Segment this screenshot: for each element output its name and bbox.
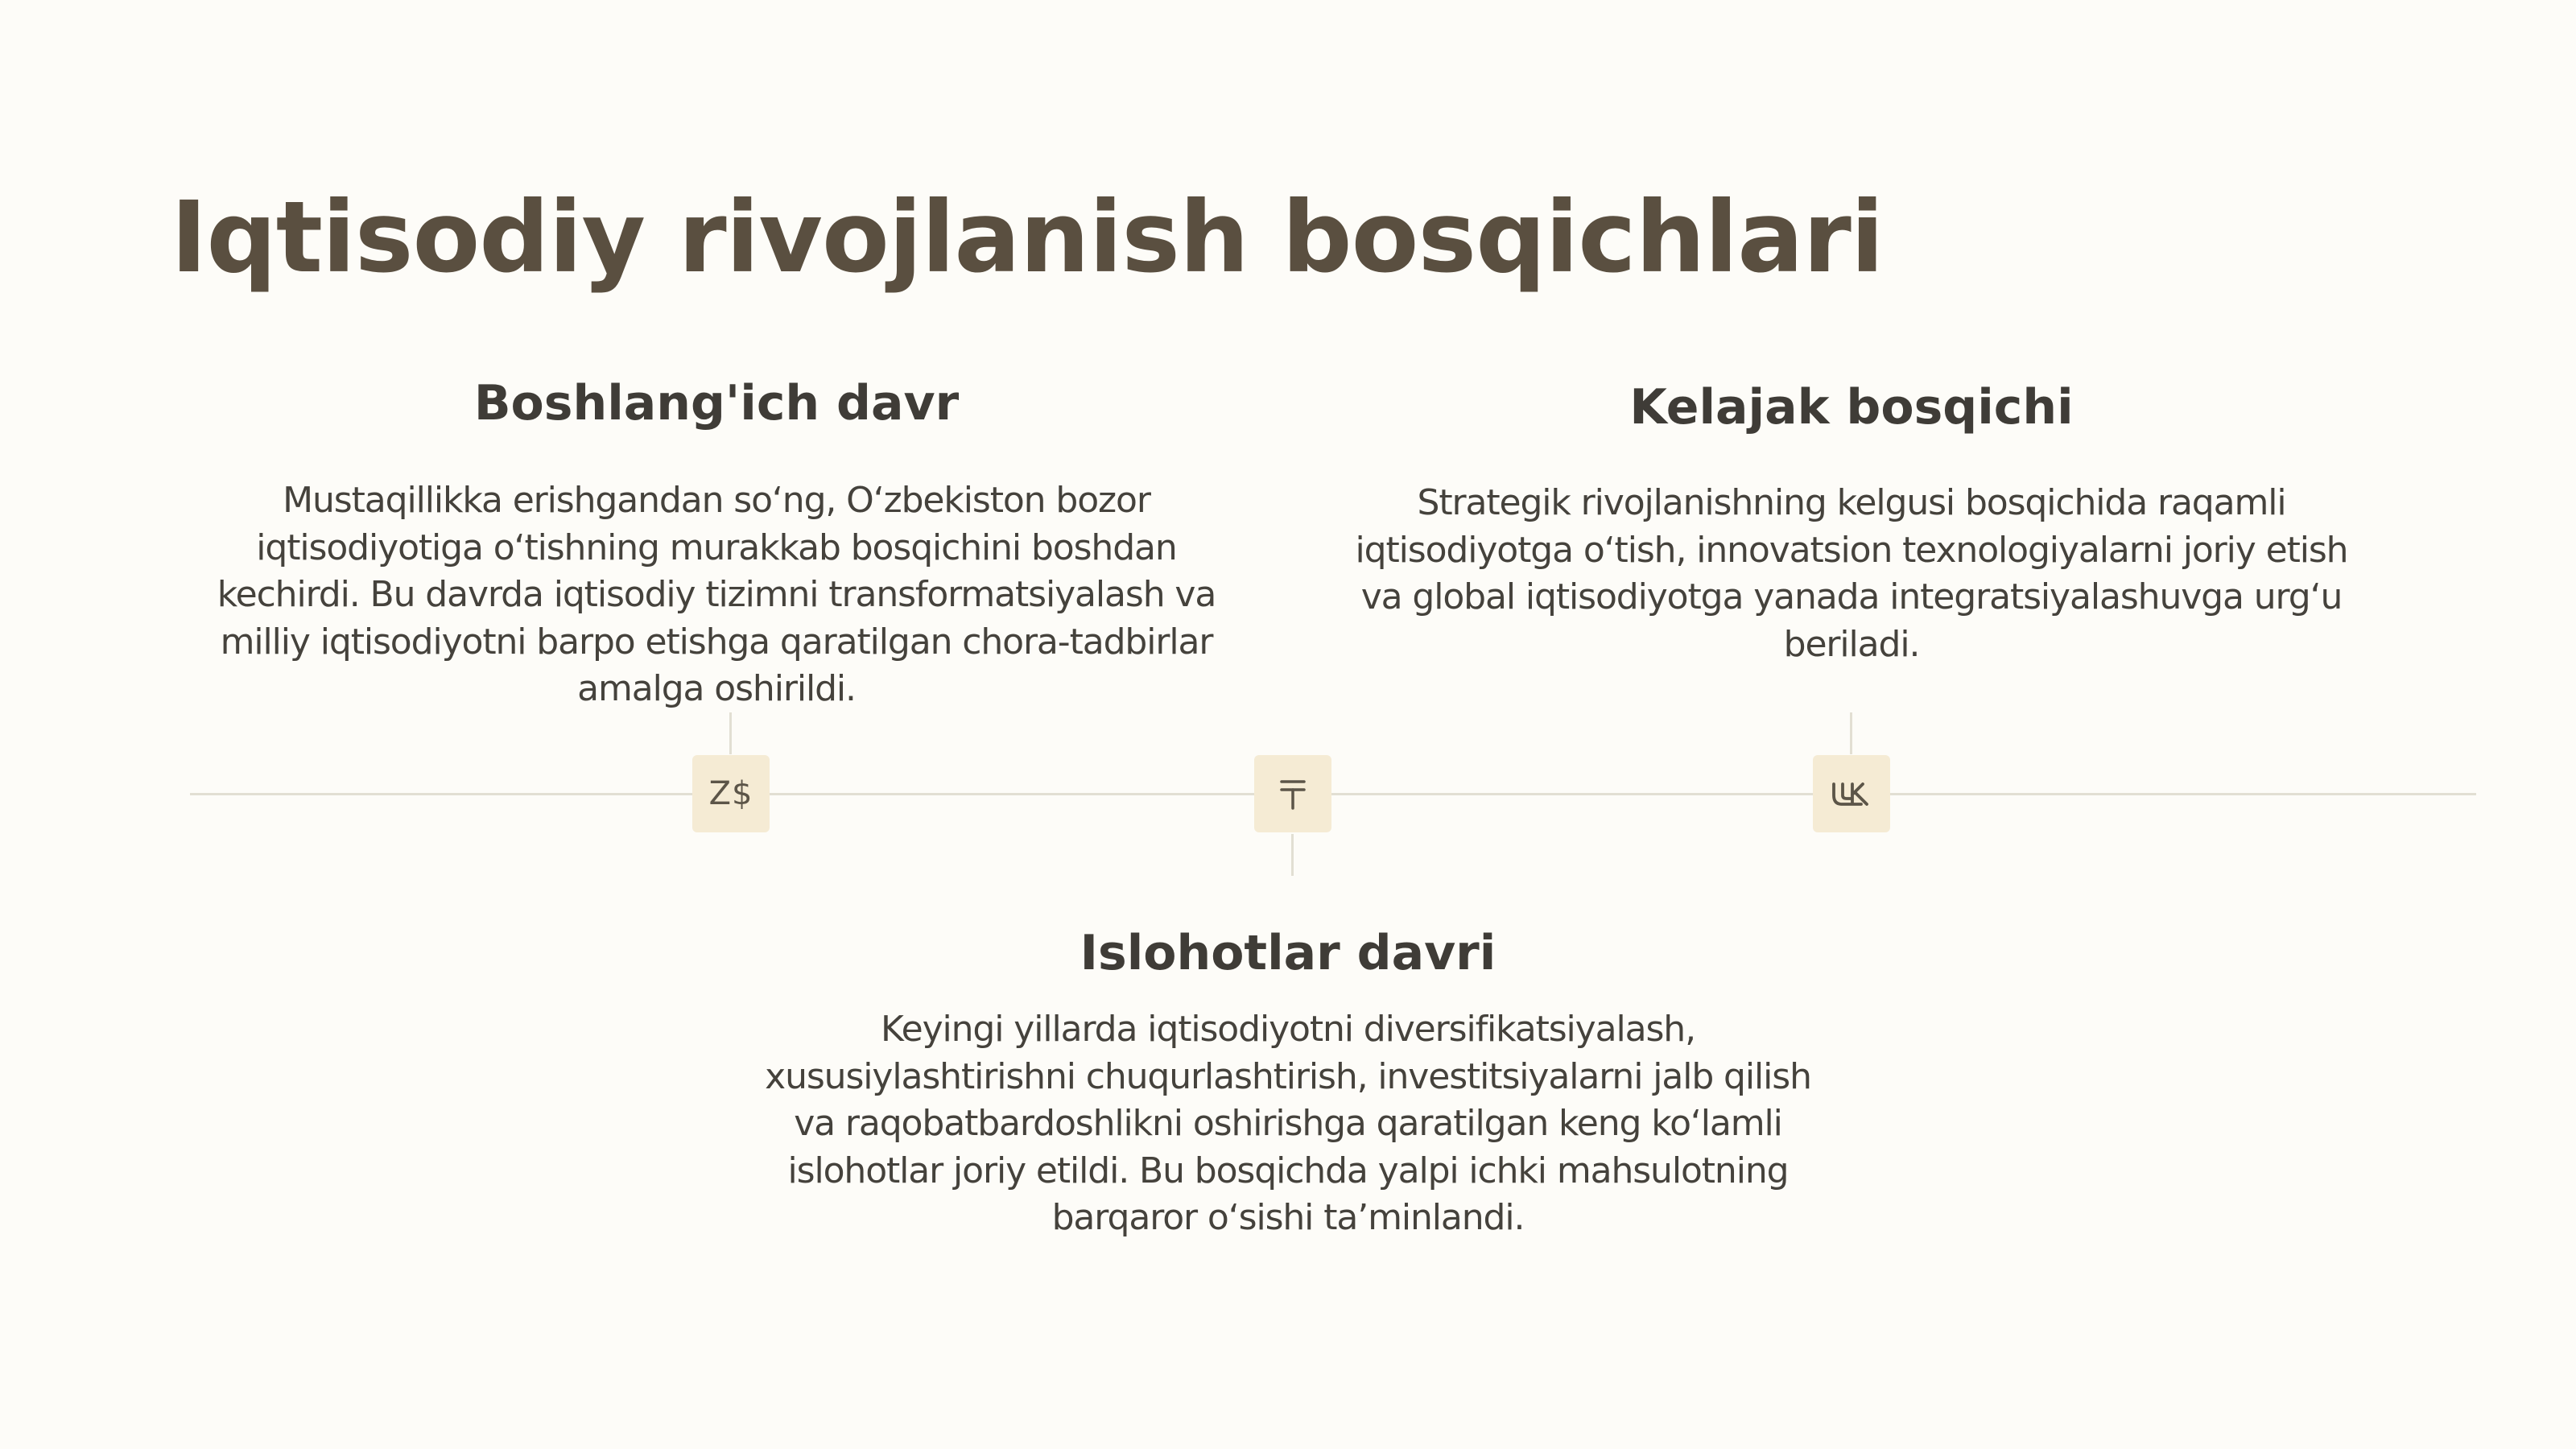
stage-initial [185,374,1248,713]
page-title: Iqtisodiy rivojlanish bosqichlari [171,180,1884,295]
timeline-marker [692,755,770,832]
stage-description: Strategik rivojlanishning kelgusi bosqichida raqamli iqtisodiyotga oʻtish, innovatsion texnologiyalarni joriy etish va global iqtisodiyotga yanada integratsiyalashuvga urgʻu beriladi. [1355,482,2348,665]
stage-reforms [741,924,1835,1242]
stage-title: Kelajak bosqichi [1629,379,2074,436]
timeline-line [190,793,2476,795]
stage-title: Islohotlar davri [1080,925,1496,981]
tenge-icon [1277,776,1309,811]
timeline-marker [1813,755,1890,832]
vk-icon [1830,778,1873,810]
timeline-connector [1291,834,1294,876]
stage-future [1332,378,2371,668]
zloty-dollar-icon: Z$ [708,775,753,812]
stage-description: Mustaqillikka erishgandan soʻng, Oʻzbekiston bozor iqtisodiyotiga oʻtishning murakkab bosqichini boshdan kechirdi. Bu davrda iqtisodiy tizimni transformatsiyalash va milliy iqtisodiyotni barpo etishga qaratilgan chora-tadbirlar amalga oshirildi. [217,480,1216,709]
stage-title: Boshlang'ich davr [473,375,960,431]
timeline-connector [1850,712,1852,754]
stage-description: Keyingi yillarda iqtisodiyotni diversifikatsiyalash, xususiylashtirishni chuqurlashtirish, investitsiyalarni jalb qilish va raqobatbardoshlikni oshirishga qaratilgan keng koʻlamli islohotlar joriy etildi. Bu bosqichda yalpi ichki mahsulotning barqaror oʻsishi ta’minlandi. [765,1009,1811,1238]
timeline-connector [729,712,732,754]
timeline-marker [1254,755,1331,832]
